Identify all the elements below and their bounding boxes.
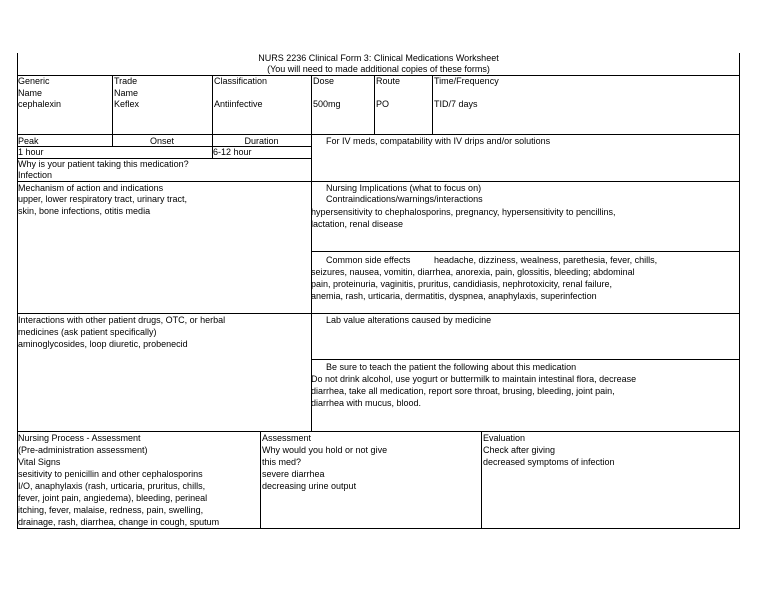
rule-lab-bottom <box>311 359 740 360</box>
mechanism-line-2: skin, bone infections, otitis media <box>18 206 151 216</box>
divider-class <box>212 75 213 135</box>
divider-evaluation <box>481 431 482 529</box>
interactions-value: aminoglycosides, loop diuretic, probenecid <box>18 339 188 349</box>
implications-label: Nursing Implications (what to focus on) <box>326 183 482 193</box>
mechanism-label: Mechanism of action and indications <box>18 183 164 193</box>
rule-section2-top <box>17 313 740 314</box>
teach-label: Be sure to teach the patient the following about this medication <box>326 362 577 372</box>
dose-value: 500mg <box>313 99 341 109</box>
onset-label: Onset <box>149 136 174 146</box>
process-line-3: sesitivity to penicillin and other cephalosporins <box>18 469 203 479</box>
process-label: Nursing Process - Assessment <box>18 433 141 443</box>
process-line-7: drainage, rash, diarrhea, change in cough, sputum <box>18 517 220 527</box>
implications-line-1: hypersensitivity to chephalosporins, pregnancy, hypersensitivity to pencillins, <box>311 207 616 217</box>
trade-label-2: Name <box>114 88 139 98</box>
assessment-line-2: this med? <box>262 457 302 467</box>
iv-compatibility-label: For IV meds, compatability with IV drips and/or solutions <box>326 136 551 146</box>
interactions-label-2: medicines (ask patient specifically) <box>18 327 157 337</box>
divider-trade <box>112 75 113 135</box>
evaluation-line-1: Check after giving <box>483 445 556 455</box>
implications-sublabel: Contraindications/warnings/interactions <box>326 194 483 204</box>
border-right <box>739 53 740 529</box>
side-effects-line-1: seizures, nausea, vomitin, diarrhea, anorexia, pain, glossitis, bleeding; abdominal <box>311 267 635 277</box>
duration-label: Duration <box>244 136 279 146</box>
side-effects-first-line: headache, dizziness, wealness, parethesia, fever, chills, <box>434 255 658 265</box>
rule-why-bottom <box>17 181 740 182</box>
teach-line-3: diarrhea with mucus, blood. <box>311 398 422 408</box>
divider-time <box>432 75 433 135</box>
divider-route <box>374 75 375 135</box>
side-effects-label: Common side effects <box>326 255 411 265</box>
mechanism-line-1: upper, lower respiratory tract, urinary tract, <box>18 194 188 204</box>
trade-label: Trade <box>114 76 138 86</box>
evaluation-label: Evaluation <box>483 433 526 443</box>
classification-value: Antiinfective <box>214 99 263 109</box>
trade-value: Keflex <box>114 99 140 109</box>
lab-label: Lab value alterations caused by medicine <box>326 315 492 325</box>
assessment-line-3: severe diarrhea <box>262 469 325 479</box>
side-effects-line-3: anemia, rash, urticaria, dermatitis, dyspnea, anaphylaxis, superinfection <box>311 291 597 301</box>
divider-dose <box>311 75 312 135</box>
implications-line-2: lactation, renal disease <box>311 219 404 229</box>
rule-drug-row-bottom <box>17 134 740 135</box>
rule-implications-bottom <box>311 251 740 252</box>
teach-line-1: Do not drink alcohol, use yogurt or buttermilk to maintain intestinal flora, decrease <box>311 374 637 384</box>
generic-value: cephalexin <box>18 99 62 109</box>
generic-label: Generic <box>18 76 50 86</box>
divider-center-middle <box>311 313 312 432</box>
process-line-2: Vital Signs <box>18 457 61 467</box>
time-value: TID/7 days <box>434 99 478 109</box>
process-line-1: (Pre-administration assessment) <box>18 445 148 455</box>
peak-value: 1 hour <box>18 147 44 157</box>
time-label: Time/Frequency <box>434 76 499 86</box>
evaluation-line-2: decreased symptoms of infection <box>483 457 615 467</box>
classification-label: Classification <box>214 76 268 86</box>
duration-value: 6-12 hour <box>213 147 252 157</box>
route-label: Route <box>376 76 401 86</box>
peak-label: Peak <box>18 136 39 146</box>
process-line-6: itching, fever, malaise, redness, pain, swelling, <box>18 505 204 515</box>
dose-label: Dose <box>313 76 335 86</box>
assessment-line-4: decreasing urine output <box>262 481 357 491</box>
why-label: Why is your patient taking this medication? <box>18 159 189 169</box>
process-line-4: I/O, anaphylaxis (rash, urticaria, pruritus, chills, <box>18 481 206 491</box>
form-title: NURS 2236 Clinical Form 3: Clinical Medications Worksheet <box>258 53 499 63</box>
rule-section3-top <box>17 431 740 432</box>
form-subtitle: (You will need to made additional copies of these forms) <box>267 64 490 74</box>
generic-label-2: Name <box>18 88 43 98</box>
interactions-label-1: Interactions with other patient drugs, OTC, or herbal <box>18 315 226 325</box>
route-value: PO <box>376 99 390 109</box>
process-line-5: fever, joint pain, angiedema), bleeding, perineal <box>18 493 208 503</box>
divider-assessment <box>260 431 261 529</box>
teach-line-2: diarrhea, take all medication, report sore throat, brusing, bleeding, joint pain, <box>311 386 615 396</box>
assessment-line-1: Why would you hold or not give <box>262 445 388 455</box>
why-value: Infection <box>18 170 53 180</box>
side-effects-line-2: pain, proteinuria, vaginitis, pruritus, candidiasis, nephrotoxicity, renal failure, <box>311 279 612 289</box>
assessment-label: Assessment <box>262 433 312 443</box>
